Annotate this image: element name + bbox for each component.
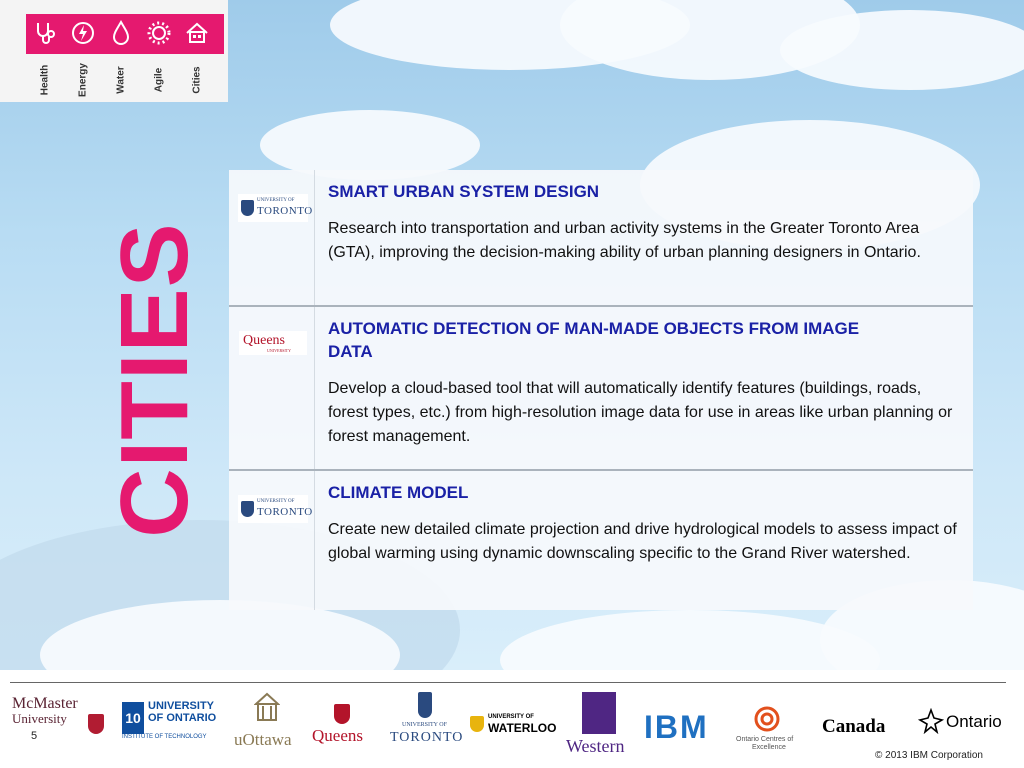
waterloo-big-text: WATERLOO <box>488 721 557 735</box>
western-text: Western <box>566 736 625 756</box>
waterloo-logo <box>470 714 558 738</box>
ibm-logo <box>644 710 720 744</box>
stethoscope-icon <box>32 20 58 46</box>
project-row <box>229 471 973 610</box>
ontario-text: Ontario <box>946 712 1002 731</box>
footer <box>0 670 1024 768</box>
mcmaster-logo <box>12 696 104 744</box>
project-description: Create new detailed climate projection and drive hydrological models to assess impact of global warming using dynamic downscaling specific to the Grand River watershed. <box>328 521 957 562</box>
mcmaster-subtext: University <box>12 711 67 726</box>
western-tower-icon <box>582 692 616 734</box>
logo-big-text: TORONTO <box>257 506 313 518</box>
logo-small-text: UNIVERSITY <box>267 348 291 353</box>
menu-label-health: Health <box>39 64 51 96</box>
energy-icon <box>70 20 96 46</box>
copyright: © 2013 IBM Corporation <box>875 750 983 761</box>
project-logo-cell <box>229 471 315 610</box>
project-title: CLIMATE MODEL <box>328 483 469 502</box>
logo-small-text: UNIVERSITY OF <box>257 499 295 504</box>
gear-icon <box>146 20 172 46</box>
oce-text-2: Excellence <box>752 744 786 751</box>
uoit-text-1: UNIVERSITY <box>148 700 215 712</box>
slide-number: 5 <box>31 730 38 742</box>
uottawa-text: uOttawa <box>234 730 292 749</box>
canada-logo <box>822 716 894 740</box>
uoit-mark: 10 <box>122 702 144 734</box>
trillium-icon <box>918 708 944 734</box>
crest-icon <box>241 501 254 517</box>
logo-big-text: TORONTO <box>257 205 313 217</box>
menu-item-agile[interactable] <box>140 0 178 102</box>
menu-item-health[interactable] <box>26 0 64 102</box>
toronto-big-text: TORONTO <box>390 730 464 745</box>
project-title: AUTOMATIC DETECTION OF MAN-MADE OBJECTS FROM IMAGE DATA <box>328 319 860 361</box>
toronto-footer-logo <box>390 692 466 754</box>
project-logo-cell <box>229 170 315 305</box>
menu-item-energy[interactable] <box>64 0 102 102</box>
mcmaster-crest-icon <box>88 714 104 734</box>
project-logo-cell <box>229 307 315 469</box>
western-logo <box>564 692 636 758</box>
uoit-text-2: OF ONTARIO <box>148 712 217 724</box>
queens-footer-logo <box>312 704 380 754</box>
section-title: CITIES <box>101 222 208 538</box>
uoit-text-3: INSTITUTE OF TECHNOLOGY <box>122 734 207 740</box>
project-description: Research into transportation and urban activity systems in the Greater Toronto Area (GTA), improving the decision-making ability of urban planning designers in Ontario. <box>328 220 921 261</box>
menu-label-agile: Agile <box>153 67 165 93</box>
project-title: SMART URBAN SYSTEM DESIGN <box>328 182 600 201</box>
queens-university-logo <box>239 331 307 355</box>
projects-table <box>229 170 973 610</box>
footer-divider <box>10 682 1006 683</box>
toronto-small-text: UNIVERSITY OF <box>402 722 447 728</box>
queens-crest-icon <box>334 704 350 724</box>
menu-item-water[interactable] <box>102 0 140 102</box>
university-of-toronto-logo <box>238 194 313 222</box>
uottawa-logo <box>234 692 304 754</box>
menu-label-water: Water <box>115 66 127 94</box>
project-description: Develop a cloud-based tool that will automatically identify features (buildings, roads, forest types, etc.) from high-resolution image data for use in areas like urban planning or forest management. <box>328 380 953 445</box>
queens-text: Queens <box>312 726 363 745</box>
university-of-toronto-logo <box>238 495 313 523</box>
menu-label-energy: Energy <box>77 63 89 97</box>
project-row <box>229 170 973 305</box>
crest-icon <box>241 200 254 216</box>
project-row <box>229 307 973 469</box>
ontario-logo <box>918 708 1006 738</box>
oce-swirl-icon <box>752 704 782 734</box>
waterloo-crest-icon <box>470 716 484 732</box>
logo-big-text: Queens <box>243 333 285 348</box>
logo-small-text: UNIVERSITY OF <box>257 198 295 203</box>
waterloo-small-text: UNIVERSITY OF <box>488 714 534 720</box>
house-icon <box>184 20 210 46</box>
toronto-crest-icon <box>418 692 432 718</box>
menu-item-cities[interactable] <box>178 0 216 102</box>
mcmaster-text: McMaster <box>12 695 78 712</box>
uottawa-building-icon <box>254 692 280 724</box>
uoit-logo <box>122 700 228 742</box>
menu-label-cities: Cities <box>191 66 203 94</box>
oce-logo <box>736 704 806 756</box>
oce-text-1: Ontario Centres of <box>736 736 794 743</box>
ibm-text: IBM <box>644 709 709 745</box>
water-drop-icon <box>108 20 134 46</box>
category-menu <box>0 0 228 102</box>
canada-text: Canada <box>822 716 886 737</box>
